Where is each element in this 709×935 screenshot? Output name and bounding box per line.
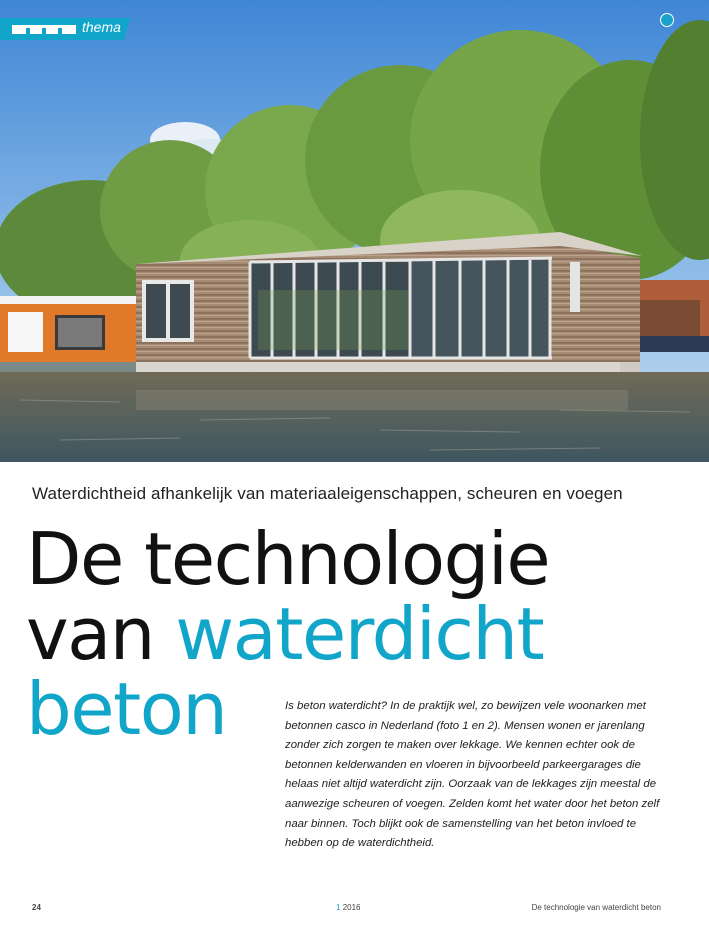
title-line-2 xyxy=(26,592,549,676)
houseboat-photo xyxy=(0,0,709,462)
title-line-3: beton xyxy=(26,667,227,751)
page-footer xyxy=(0,903,709,915)
title-line-2-accent: waterdicht xyxy=(175,592,544,676)
issue-info xyxy=(336,903,360,912)
running-title: De technologie van waterdicht beton xyxy=(531,903,661,912)
section-label: thema xyxy=(82,19,121,35)
title-line-1: De technologie xyxy=(26,517,550,601)
article-intro: Is beton waterdicht? In de praktijk wel, zo bewijzen vele woonarken met betonnen casco in Nederland (foto 1 en 2). Mensen wonen er jarenlang zonder zich zorgen te maken over lekkage. We kennen echter ook de betonnen kelderwanden en vloeren in bijvoorbeeld parkeergarages die helaas niet altijd waterdicht zijn. Oorzaak van de lekkages zijn meestal de aanwezige scheuren of voegen. Zelden komt het water door het beton zelf naar binnen. Toch blijkt ook de samenstelling van het beton invloed te hebben op de waterdichtheid. xyxy=(285,700,660,850)
magazine-logo-icon xyxy=(12,25,76,34)
corner-marker-icon xyxy=(660,13,674,27)
issue-year: 2016 xyxy=(342,903,361,912)
page-number: 24 xyxy=(32,903,41,912)
title-line-2-plain: van xyxy=(26,592,176,676)
issue-number: 1 xyxy=(336,903,341,912)
article-subtitle: Waterdichtheid afhankelijk van materiaaleigenschappen, scheuren en voegen xyxy=(32,484,623,503)
section-tag xyxy=(0,18,130,40)
